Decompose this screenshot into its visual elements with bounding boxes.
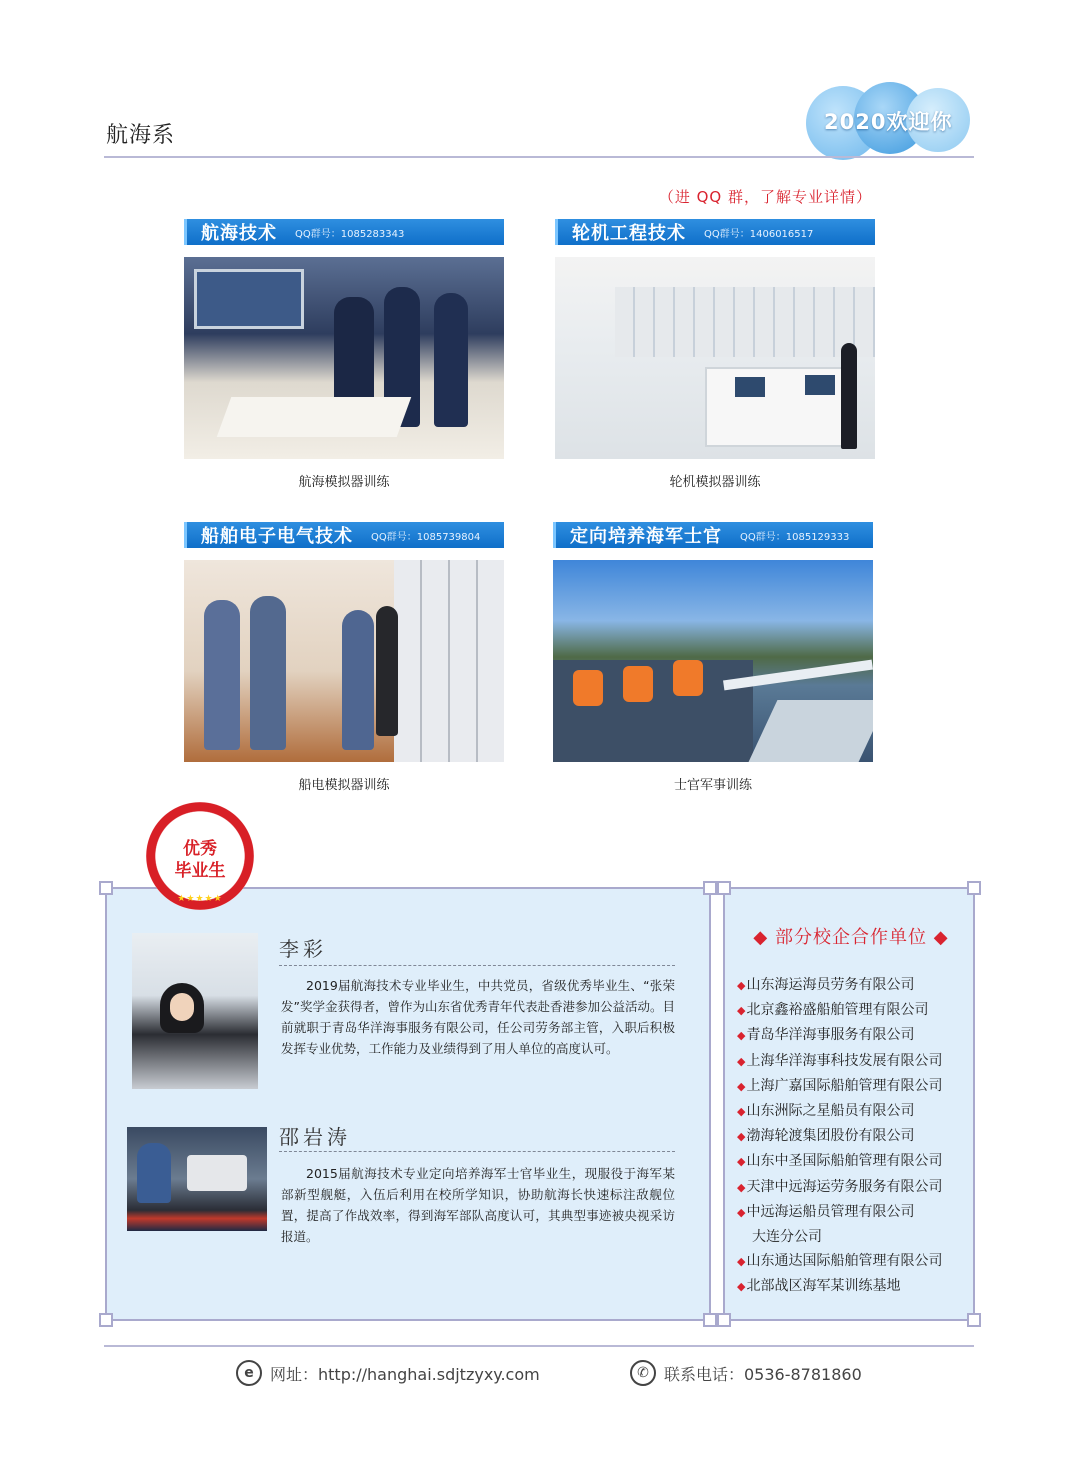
footer-website[interactable] — [236, 1360, 540, 1386]
web-icon: e — [236, 1360, 262, 1386]
photo-caption: 航海模拟器训练 — [298, 475, 390, 490]
partner-name: 大连分公司 — [752, 1229, 822, 1246]
panel-corner-ornament — [717, 881, 731, 895]
header-divider — [104, 156, 974, 158]
diamond-icon: ◆ — [927, 927, 949, 948]
diamond-icon: ◆ — [737, 1079, 746, 1093]
list-item — [737, 973, 942, 998]
seal-line: 毕业生 — [174, 861, 226, 881]
graduate-photo-li-cai — [132, 933, 258, 1089]
program-title-bar — [184, 219, 504, 245]
partner-name: 中远海运船员管理有限公司 — [746, 1203, 915, 1220]
list-item — [737, 1200, 942, 1225]
partner-name: 山东海运海员劳务有限公司 — [746, 977, 915, 993]
welcome-text: 2020欢迎你 — [824, 110, 953, 134]
outstanding-graduates-seal — [146, 802, 254, 910]
seal-line: 优秀 — [183, 839, 217, 859]
partner-name: 天津中远海运劳务服务有限公司 — [746, 1178, 943, 1195]
diamond-icon: ◆ — [737, 1155, 746, 1169]
phone-icon: ✆ — [630, 1360, 656, 1386]
list-item — [737, 1099, 942, 1124]
program-qq-group: QQ群号：1085739804 — [371, 531, 481, 543]
footer-phone — [630, 1360, 862, 1386]
list-item — [737, 1274, 942, 1299]
partner-name: 上海广嘉国际船舶管理有限公司 — [746, 1077, 943, 1094]
program-card-navigation — [184, 219, 504, 490]
page-title: 航海系 — [106, 123, 176, 148]
program-title-bar — [553, 522, 873, 548]
diamond-icon: ◆ — [737, 1180, 746, 1194]
graduate-divider — [279, 1151, 675, 1152]
partner-name: 渤海轮渡集团股份有限公司 — [746, 1128, 915, 1145]
electrical-simulator-photo — [184, 560, 504, 762]
panel-corner-ornament — [703, 1313, 717, 1327]
list-item — [737, 1249, 942, 1274]
diamond-icon: ◆ — [737, 1205, 746, 1219]
graduate-bio: 2015届航海技术专业定向培养海军士官毕业生，现服役于海军某部新型舰艇，入伍后利用在校所学知识，协助航海长快速标注敌舰位置，提高了作战效率，得到海军部队高度认可，其典型事迹被央视采访报道。 — [281, 1166, 675, 1244]
list-item-continuation — [737, 1225, 942, 1249]
program-card-marine-engineering — [555, 219, 875, 490]
panel-corner-ornament — [99, 881, 113, 895]
program-card-navy-officer — [553, 522, 873, 793]
diamond-icon: ◆ — [737, 1105, 746, 1119]
diamond-icon: ◆ — [737, 1029, 746, 1043]
diamond-icon: ◆ — [737, 979, 746, 992]
program-name: 轮机工程技术 — [572, 223, 686, 244]
photo-caption: 士官军事训练 — [673, 778, 752, 793]
navy-training-photo — [553, 560, 873, 762]
partner-name: 山东通达国际船舶管理有限公司 — [746, 1253, 943, 1270]
panel-corner-ornament — [99, 1313, 113, 1327]
phone-text: 联系电话：0536-8781860 — [664, 1364, 862, 1384]
graduate-bio: 2019届航海技术专业毕业生，中共党员，省级优秀毕业生、“张荣发”奖学金获得者，曾作为山东省优秀青年代表赴香港参加公益活动。目前就职于青岛华洋海事服务有限公司，任公司劳务部主管，入职后积极发挥专业优势，工作能力及业绩得到了用人单位的高度认可。 — [281, 978, 675, 1056]
graduate-name: 邵岩涛 — [279, 1125, 351, 1149]
seal-stars-icon: ★★★★★ — [177, 894, 223, 904]
photo-caption: 轮机模拟器训练 — [669, 475, 761, 490]
partner-name: 上海华洋海事科技发展有限公司 — [746, 1052, 943, 1069]
graduate-divider — [279, 965, 675, 966]
diamond-icon: ◆ — [737, 1130, 746, 1144]
program-qq-group: QQ群号：1406016517 — [704, 228, 814, 240]
engine-simulator-photo — [555, 257, 875, 459]
diamond-icon: ◆ — [737, 1280, 746, 1294]
program-qq-group: QQ群号：1085129333 — [740, 531, 850, 543]
list-item — [737, 1074, 942, 1099]
program-card-electrical — [184, 522, 504, 793]
partner-name: 山东中圣国际船舶管理有限公司 — [746, 1153, 943, 1170]
program-name: 定向培养海军士官 — [570, 526, 722, 547]
program-title-bar — [184, 522, 504, 548]
panel-corner-ornament — [717, 1313, 731, 1327]
partner-list — [737, 973, 942, 1300]
diamond-icon: ◆ — [753, 927, 775, 948]
qq-note: （进 QQ 群，了解专业详情） — [658, 188, 872, 206]
diamond-icon: ◆ — [737, 1255, 746, 1269]
list-item — [737, 1124, 942, 1149]
graduate-name: 李彩 — [279, 937, 327, 961]
list-item — [737, 1049, 942, 1074]
list-item — [737, 1149, 942, 1174]
panel-corner-ornament — [967, 1313, 981, 1327]
partner-name: 青岛华洋海事服务有限公司 — [746, 1027, 915, 1044]
list-item — [737, 1175, 942, 1200]
footer-divider — [104, 1345, 974, 1347]
photo-caption: 船电模拟器训练 — [298, 778, 390, 793]
navigation-simulator-photo — [184, 257, 504, 459]
partner-title — [725, 923, 977, 949]
partner-name: 北京鑫裕盛船舶管理有限公司 — [746, 1002, 929, 1019]
partner-name: 北部战区海军某训练基地 — [746, 1278, 901, 1295]
list-item — [737, 1023, 942, 1048]
program-title-bar — [555, 219, 875, 245]
partner-title-text: 部分校企合作单位 — [775, 927, 927, 948]
panel-corner-ornament — [703, 881, 717, 895]
diamond-icon: ◆ — [737, 1054, 746, 1068]
partner-name: 山东洲际之星船员有限公司 — [746, 1103, 915, 1120]
list-item — [737, 998, 942, 1023]
partner-companies-panel — [723, 887, 975, 1321]
program-name: 船舶电子电气技术 — [201, 526, 353, 547]
diamond-icon: ◆ — [737, 1004, 746, 1018]
outstanding-graduates-panel — [105, 887, 711, 1321]
program-qq-group: QQ群号：1085283343 — [295, 228, 405, 240]
website-text[interactable]: 网址：http://hanghai.sdjtzyxy.com — [270, 1364, 540, 1384]
panel-corner-ornament — [967, 881, 981, 895]
welcome-badge — [806, 82, 974, 156]
program-name: 航海技术 — [201, 223, 277, 244]
graduate-photo-shao-yantao — [127, 1127, 267, 1231]
